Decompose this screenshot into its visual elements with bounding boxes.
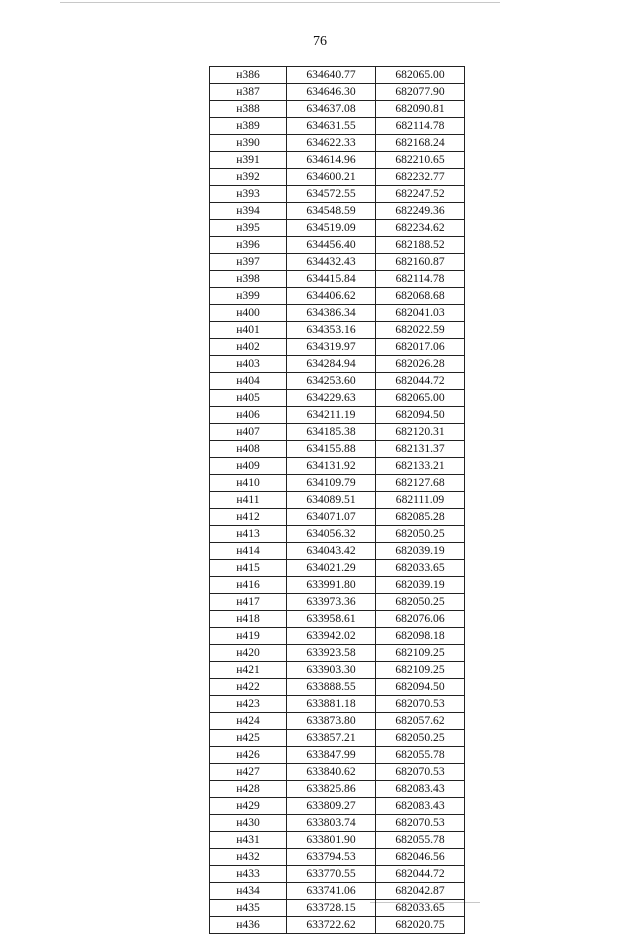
point-id-cell: н389 bbox=[210, 118, 287, 135]
x-coordinate-cell: 633958.61 bbox=[287, 611, 376, 628]
point-id-cell: н427 bbox=[210, 764, 287, 781]
x-coordinate-cell: 633840.62 bbox=[287, 764, 376, 781]
y-coordinate-cell: 682083.43 bbox=[376, 798, 465, 815]
point-id-cell: н423 bbox=[210, 696, 287, 713]
point-id-cell: н390 bbox=[210, 135, 287, 152]
x-coordinate-cell: 633903.30 bbox=[287, 662, 376, 679]
table-row bbox=[210, 560, 465, 577]
point-id-cell: н434 bbox=[210, 883, 287, 900]
x-coordinate-cell: 634185.38 bbox=[287, 424, 376, 441]
table-row bbox=[210, 271, 465, 288]
table-row bbox=[210, 84, 465, 101]
table-row bbox=[210, 730, 465, 747]
point-id-cell: н404 bbox=[210, 373, 287, 390]
y-coordinate-cell: 682070.53 bbox=[376, 764, 465, 781]
x-coordinate-cell: 634548.59 bbox=[287, 203, 376, 220]
x-coordinate-cell: 633770.55 bbox=[287, 866, 376, 883]
point-id-cell: н387 bbox=[210, 84, 287, 101]
point-id-cell: н408 bbox=[210, 441, 287, 458]
table-row bbox=[210, 526, 465, 543]
y-coordinate-cell: 682033.65 bbox=[376, 900, 465, 917]
table-row bbox=[210, 645, 465, 662]
y-coordinate-cell: 682041.03 bbox=[376, 305, 465, 322]
point-id-cell: н388 bbox=[210, 101, 287, 118]
x-coordinate-cell: 634021.29 bbox=[287, 560, 376, 577]
table-row bbox=[210, 679, 465, 696]
point-id-cell: н422 bbox=[210, 679, 287, 696]
table-row bbox=[210, 866, 465, 883]
y-coordinate-cell: 682070.53 bbox=[376, 815, 465, 832]
x-coordinate-cell: 633942.02 bbox=[287, 628, 376, 645]
table-row bbox=[210, 696, 465, 713]
x-coordinate-cell: 634456.40 bbox=[287, 237, 376, 254]
table-row bbox=[210, 798, 465, 815]
x-coordinate-cell: 634646.30 bbox=[287, 84, 376, 101]
y-coordinate-cell: 682039.19 bbox=[376, 543, 465, 560]
point-id-cell: н433 bbox=[210, 866, 287, 883]
table-row bbox=[210, 169, 465, 186]
x-coordinate-cell: 634640.77 bbox=[287, 67, 376, 84]
y-coordinate-cell: 682076.06 bbox=[376, 611, 465, 628]
coordinates-table bbox=[209, 66, 465, 934]
table-row bbox=[210, 101, 465, 118]
point-id-cell: н412 bbox=[210, 509, 287, 526]
y-coordinate-cell: 682039.19 bbox=[376, 577, 465, 594]
x-coordinate-cell: 633722.62 bbox=[287, 917, 376, 934]
y-coordinate-cell: 682042.87 bbox=[376, 883, 465, 900]
point-id-cell: н416 bbox=[210, 577, 287, 594]
y-coordinate-cell: 682083.43 bbox=[376, 781, 465, 798]
point-id-cell: н415 bbox=[210, 560, 287, 577]
y-coordinate-cell: 682017.06 bbox=[376, 339, 465, 356]
point-id-cell: н435 bbox=[210, 900, 287, 917]
x-coordinate-cell: 634155.88 bbox=[287, 441, 376, 458]
x-coordinate-cell: 634211.19 bbox=[287, 407, 376, 424]
table-row bbox=[210, 305, 465, 322]
y-coordinate-cell: 682044.72 bbox=[376, 866, 465, 883]
x-coordinate-cell: 634406.62 bbox=[287, 288, 376, 305]
point-id-cell: н392 bbox=[210, 169, 287, 186]
y-coordinate-cell: 682026.28 bbox=[376, 356, 465, 373]
table-row bbox=[210, 628, 465, 645]
x-coordinate-cell: 633847.99 bbox=[287, 747, 376, 764]
table-row bbox=[210, 458, 465, 475]
table-row bbox=[210, 67, 465, 84]
table-row bbox=[210, 764, 465, 781]
table-row bbox=[210, 492, 465, 509]
y-coordinate-cell: 682127.68 bbox=[376, 475, 465, 492]
x-coordinate-cell: 634622.33 bbox=[287, 135, 376, 152]
coordinates-table-body bbox=[210, 67, 465, 934]
x-coordinate-cell: 634131.92 bbox=[287, 458, 376, 475]
table-row bbox=[210, 662, 465, 679]
y-coordinate-cell: 682114.78 bbox=[376, 118, 465, 135]
table-row bbox=[210, 883, 465, 900]
table-row bbox=[210, 118, 465, 135]
x-coordinate-cell: 634614.96 bbox=[287, 152, 376, 169]
y-coordinate-cell: 682232.77 bbox=[376, 169, 465, 186]
x-coordinate-cell: 633801.90 bbox=[287, 832, 376, 849]
x-coordinate-cell: 633881.18 bbox=[287, 696, 376, 713]
point-id-cell: н413 bbox=[210, 526, 287, 543]
y-coordinate-cell: 682168.24 bbox=[376, 135, 465, 152]
y-coordinate-cell: 682133.21 bbox=[376, 458, 465, 475]
x-coordinate-cell: 633923.58 bbox=[287, 645, 376, 662]
table-row bbox=[210, 747, 465, 764]
y-coordinate-cell: 682065.00 bbox=[376, 390, 465, 407]
x-coordinate-cell: 633991.80 bbox=[287, 577, 376, 594]
table-row bbox=[210, 713, 465, 730]
table-row bbox=[210, 322, 465, 339]
point-id-cell: н403 bbox=[210, 356, 287, 373]
point-id-cell: н424 bbox=[210, 713, 287, 730]
y-coordinate-cell: 682070.53 bbox=[376, 696, 465, 713]
point-id-cell: н393 bbox=[210, 186, 287, 203]
table-row bbox=[210, 152, 465, 169]
table-row bbox=[210, 781, 465, 798]
x-coordinate-cell: 634089.51 bbox=[287, 492, 376, 509]
point-id-cell: н395 bbox=[210, 220, 287, 237]
table-row bbox=[210, 237, 465, 254]
x-coordinate-cell: 634600.21 bbox=[287, 169, 376, 186]
point-id-cell: н399 bbox=[210, 288, 287, 305]
y-coordinate-cell: 682020.75 bbox=[376, 917, 465, 934]
x-coordinate-cell: 634637.08 bbox=[287, 101, 376, 118]
table-row bbox=[210, 832, 465, 849]
point-id-cell: н420 bbox=[210, 645, 287, 662]
x-coordinate-cell: 633857.21 bbox=[287, 730, 376, 747]
x-coordinate-cell: 634056.32 bbox=[287, 526, 376, 543]
y-coordinate-cell: 682098.18 bbox=[376, 628, 465, 645]
point-id-cell: н386 bbox=[210, 67, 287, 84]
x-coordinate-cell: 634043.42 bbox=[287, 543, 376, 560]
y-coordinate-cell: 682247.52 bbox=[376, 186, 465, 203]
point-id-cell: н432 bbox=[210, 849, 287, 866]
x-coordinate-cell: 633888.55 bbox=[287, 679, 376, 696]
table-row bbox=[210, 373, 465, 390]
scan-edge-top bbox=[60, 2, 500, 3]
point-id-cell: н417 bbox=[210, 594, 287, 611]
y-coordinate-cell: 682077.90 bbox=[376, 84, 465, 101]
table-row bbox=[210, 815, 465, 832]
point-id-cell: н396 bbox=[210, 237, 287, 254]
y-coordinate-cell: 682065.00 bbox=[376, 67, 465, 84]
y-coordinate-cell: 682050.25 bbox=[376, 526, 465, 543]
y-coordinate-cell: 682068.68 bbox=[376, 288, 465, 305]
table-row bbox=[210, 186, 465, 203]
y-coordinate-cell: 682085.28 bbox=[376, 509, 465, 526]
x-coordinate-cell: 634631.55 bbox=[287, 118, 376, 135]
table-row bbox=[210, 254, 465, 271]
point-id-cell: н398 bbox=[210, 271, 287, 288]
point-id-cell: н421 bbox=[210, 662, 287, 679]
x-coordinate-cell: 634572.55 bbox=[287, 186, 376, 203]
x-coordinate-cell: 634432.43 bbox=[287, 254, 376, 271]
point-id-cell: н430 bbox=[210, 815, 287, 832]
y-coordinate-cell: 682114.78 bbox=[376, 271, 465, 288]
y-coordinate-cell: 682188.52 bbox=[376, 237, 465, 254]
y-coordinate-cell: 682109.25 bbox=[376, 645, 465, 662]
x-coordinate-cell: 633873.80 bbox=[287, 713, 376, 730]
point-id-cell: н405 bbox=[210, 390, 287, 407]
point-id-cell: н419 bbox=[210, 628, 287, 645]
table-row bbox=[210, 577, 465, 594]
point-id-cell: н436 bbox=[210, 917, 287, 934]
y-coordinate-cell: 682022.59 bbox=[376, 322, 465, 339]
table-row bbox=[210, 390, 465, 407]
y-coordinate-cell: 682090.81 bbox=[376, 101, 465, 118]
point-id-cell: н401 bbox=[210, 322, 287, 339]
table-row bbox=[210, 849, 465, 866]
point-id-cell: н426 bbox=[210, 747, 287, 764]
table-row bbox=[210, 917, 465, 934]
x-coordinate-cell: 634386.34 bbox=[287, 305, 376, 322]
table-row bbox=[210, 475, 465, 492]
y-coordinate-cell: 682044.72 bbox=[376, 373, 465, 390]
x-coordinate-cell: 634519.09 bbox=[287, 220, 376, 237]
x-coordinate-cell: 634253.60 bbox=[287, 373, 376, 390]
point-id-cell: н429 bbox=[210, 798, 287, 815]
x-coordinate-cell: 634353.16 bbox=[287, 322, 376, 339]
y-coordinate-cell: 682055.78 bbox=[376, 747, 465, 764]
table-row bbox=[210, 441, 465, 458]
table-row bbox=[210, 900, 465, 917]
table-row bbox=[210, 135, 465, 152]
y-coordinate-cell: 682055.78 bbox=[376, 832, 465, 849]
point-id-cell: н406 bbox=[210, 407, 287, 424]
point-id-cell: н425 bbox=[210, 730, 287, 747]
point-id-cell: н431 bbox=[210, 832, 287, 849]
table-row bbox=[210, 424, 465, 441]
x-coordinate-cell: 633728.15 bbox=[287, 900, 376, 917]
x-coordinate-cell: 633803.74 bbox=[287, 815, 376, 832]
table-row bbox=[210, 543, 465, 560]
point-id-cell: н418 bbox=[210, 611, 287, 628]
table-row bbox=[210, 594, 465, 611]
x-coordinate-cell: 633794.53 bbox=[287, 849, 376, 866]
y-coordinate-cell: 682094.50 bbox=[376, 407, 465, 424]
x-coordinate-cell: 633825.86 bbox=[287, 781, 376, 798]
y-coordinate-cell: 682094.50 bbox=[376, 679, 465, 696]
point-id-cell: н391 bbox=[210, 152, 287, 169]
page-number: 76 bbox=[313, 34, 327, 49]
point-id-cell: н409 bbox=[210, 458, 287, 475]
x-coordinate-cell: 634415.84 bbox=[287, 271, 376, 288]
point-id-cell: н397 bbox=[210, 254, 287, 271]
table-row bbox=[210, 288, 465, 305]
y-coordinate-cell: 682109.25 bbox=[376, 662, 465, 679]
table-row bbox=[210, 356, 465, 373]
x-coordinate-cell: 633973.36 bbox=[287, 594, 376, 611]
table-row bbox=[210, 509, 465, 526]
point-id-cell: н400 bbox=[210, 305, 287, 322]
y-coordinate-cell: 682057.62 bbox=[376, 713, 465, 730]
y-coordinate-cell: 682249.36 bbox=[376, 203, 465, 220]
point-id-cell: н394 bbox=[210, 203, 287, 220]
y-coordinate-cell: 682111.09 bbox=[376, 492, 465, 509]
point-id-cell: н428 bbox=[210, 781, 287, 798]
y-coordinate-cell: 682120.31 bbox=[376, 424, 465, 441]
point-id-cell: н414 bbox=[210, 543, 287, 560]
point-id-cell: н402 bbox=[210, 339, 287, 356]
x-coordinate-cell: 634071.07 bbox=[287, 509, 376, 526]
y-coordinate-cell: 682046.56 bbox=[376, 849, 465, 866]
point-id-cell: н411 bbox=[210, 492, 287, 509]
y-coordinate-cell: 682210.65 bbox=[376, 152, 465, 169]
table-row bbox=[210, 203, 465, 220]
point-id-cell: н407 bbox=[210, 424, 287, 441]
table-row bbox=[210, 407, 465, 424]
y-coordinate-cell: 682050.25 bbox=[376, 730, 465, 747]
y-coordinate-cell: 682033.65 bbox=[376, 560, 465, 577]
table-row bbox=[210, 220, 465, 237]
x-coordinate-cell: 633741.06 bbox=[287, 883, 376, 900]
table-row bbox=[210, 339, 465, 356]
x-coordinate-cell: 634319.97 bbox=[287, 339, 376, 356]
x-coordinate-cell: 634229.63 bbox=[287, 390, 376, 407]
y-coordinate-cell: 682050.25 bbox=[376, 594, 465, 611]
x-coordinate-cell: 634284.94 bbox=[287, 356, 376, 373]
y-coordinate-cell: 682131.37 bbox=[376, 441, 465, 458]
y-coordinate-cell: 682234.62 bbox=[376, 220, 465, 237]
point-id-cell: н410 bbox=[210, 475, 287, 492]
x-coordinate-cell: 633809.27 bbox=[287, 798, 376, 815]
y-coordinate-cell: 682160.87 bbox=[376, 254, 465, 271]
x-coordinate-cell: 634109.79 bbox=[287, 475, 376, 492]
table-row bbox=[210, 611, 465, 628]
